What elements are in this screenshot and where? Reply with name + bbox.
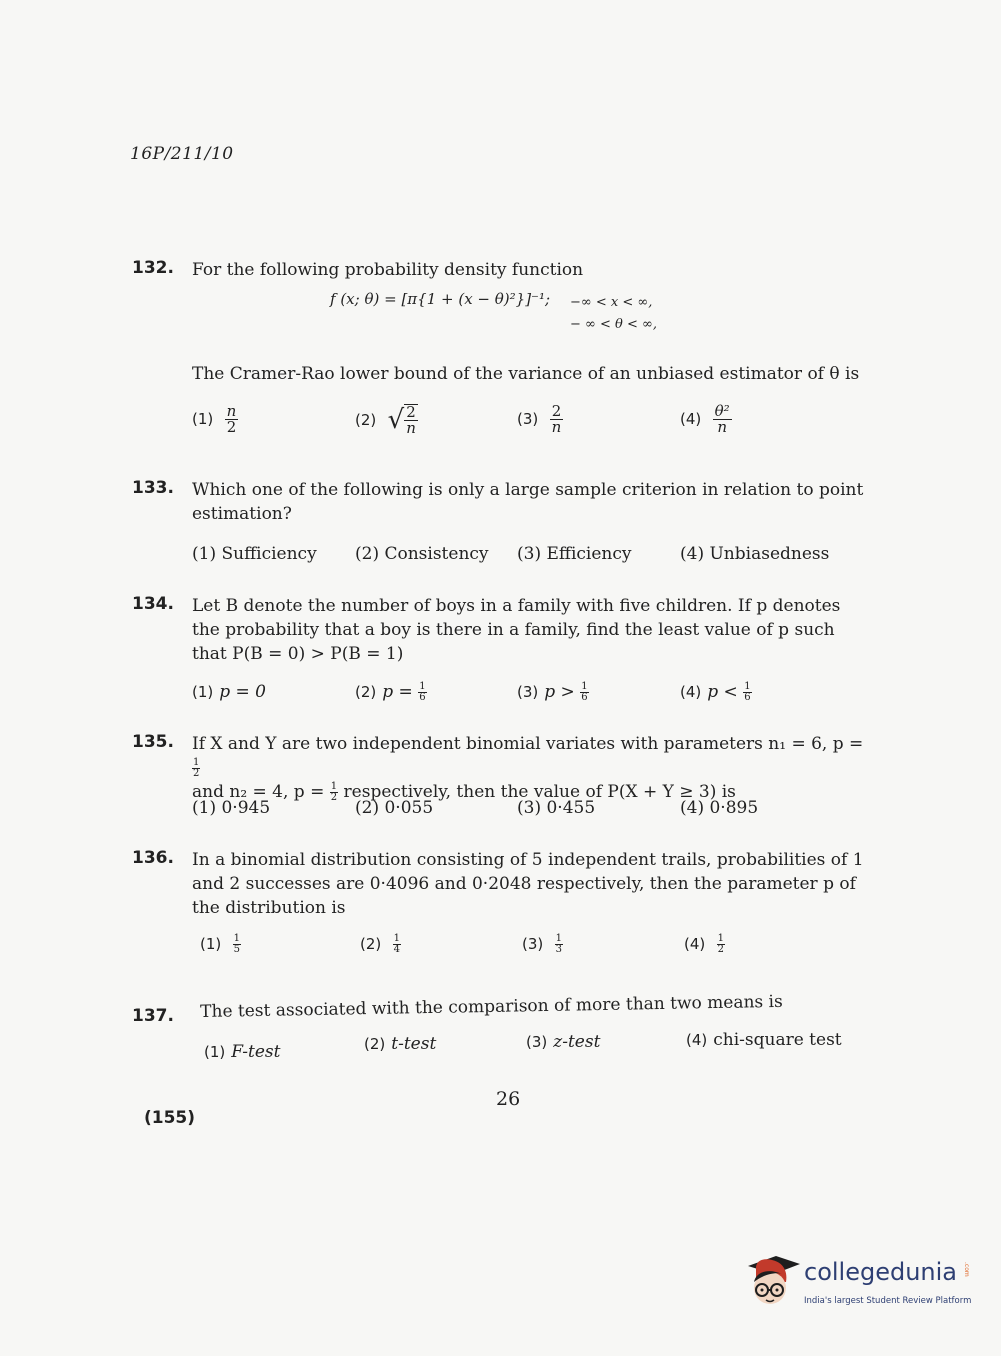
question-text: If X and Y are two independent binomial variates with parameters n₁ = 6, p = $\frac{1}{2}$ and n₂ = 4, p = $\frac{1}{2}$ respectively, then the value of P(X + Y ≥ 3) is [192,734,864,803]
option-3[interactable]: (3) z-test [526,1032,601,1052]
fraction: $\frac{1}{2}$ [193,757,200,779]
option-4[interactable]: (4) 0·895 [680,798,759,818]
question-number: 134. [132,594,174,614]
option-1[interactable]: (1) $\frac{1}{5}$ [200,933,241,955]
question-number: 132. [132,258,174,278]
option-1[interactable]: (1) F-test [204,1042,281,1062]
option-4[interactable]: (4) p < $\frac{1}{6}$ [680,681,751,703]
question-132 [132,258,867,282]
option-1[interactable]: (1) Sufficiency [192,544,317,564]
mascot-icon [742,1248,804,1318]
condition-theta: − ∞ < θ < ∞, [570,317,657,332]
pdf-formula: f (x; θ) = [π{1 + (x − θ)²}]⁻¹; [330,290,551,308]
option-3[interactable]: (3) $\frac{1}{3}$ [522,933,563,955]
question-number: 135. [132,732,174,752]
fraction: $\frac{1}{6}$ [419,681,426,703]
option-2[interactable]: (2) Consistency [355,544,489,564]
logo-tagline: India's largest Student Review Platform [804,1296,972,1306]
option-2[interactable]: (2) √ $\frac{2}{n}$ [355,403,416,437]
fraction: $\frac{2}{n}$ [551,402,562,436]
fraction: $\frac{1}{3}$ [555,933,563,955]
question-136 [132,848,867,955]
option-1[interactable]: (1) $\frac{n}{2}$ [192,402,237,436]
fraction: $\frac{1}{4}$ [393,933,401,955]
option-3[interactable]: (3) 0·455 [517,798,596,818]
question-text: In a binomial distribution consisting of 5 independent trails, probabilities of 1 and 2 successes are 0·4096 and 0·2048 respectively, then the parameter p of the distribution is [192,850,864,918]
option-3[interactable]: (3) p > $\frac{1}{6}$ [517,681,588,703]
page-number: 26 [496,1088,521,1110]
question-text: Which one of the following is only a large sample criterion in relation to point estimation? [192,480,864,524]
question-text: The test associated with the comparison of more than two means is [200,991,783,1022]
option-3[interactable]: (3) Efficiency [517,544,632,564]
option-4[interactable]: (4) $\frac{1}{2}$ [684,933,725,955]
fraction: $\frac{1}{5}$ [233,933,241,955]
option-2[interactable]: (2) $\frac{1}{4}$ [360,933,401,955]
question-number: 137. [132,1006,174,1026]
option-2[interactable]: (2) t-test [364,1034,437,1054]
fraction: $\frac{1}{2}$ [717,933,725,955]
fraction: $\frac{\text{θ²}}{n}$ [714,402,730,436]
booklet-code: (155) [144,1108,196,1128]
question-135 [132,732,867,818]
paper-code: 16P/211/10 [130,144,234,164]
question-number: 133. [132,478,174,498]
logo-suffix: .com [963,1262,970,1277]
option-4[interactable]: (4) Unbiasedness [680,544,830,564]
fraction: $\frac{1}{6}$ [581,681,588,703]
pdf-conditions [570,292,657,336]
question-132-stem [132,362,867,386]
square-root: √ $\frac{2}{n}$ [387,403,416,437]
question-137 [132,991,867,1062]
fraction: $\frac{n}{2}$ [226,402,237,436]
option-3[interactable]: (3) $\frac{2}{n}$ [517,402,562,436]
fraction: $\frac{1}{6}$ [744,681,751,703]
logo-wordmark: collegedunia [804,1258,958,1286]
option-1[interactable]: (1) p = 0 [192,682,266,702]
question-number: 136. [132,848,174,868]
option-4[interactable]: (4) chi-square test [686,1030,842,1050]
option-2[interactable]: (2) p = $\frac{1}{6}$ [355,681,426,703]
question-text: For the following probability density function [192,260,584,280]
question-text: Let B denote the number of boys in a family with five children. If p denotes the probability that a boy is there in a family, find the least value of p such that P(B = 0) > P(B = 1) [192,596,841,664]
collegedunia-logo[interactable] [742,1248,972,1318]
option-4[interactable]: (4) $\frac{\text{θ²}}{n}$ [680,402,730,436]
question-134 [132,594,867,703]
condition-x: −∞ < x < ∞, [570,295,653,310]
option-1[interactable]: (1) 0·945 [192,798,271,818]
question-133 [132,478,867,564]
fraction: $\frac{1}{2}$ [330,781,338,803]
option-2[interactable]: (2) 0·055 [355,798,434,818]
question-text: The Cramer-Rao lower bound of the variance of an unbiased estimator of θ is [192,364,860,384]
